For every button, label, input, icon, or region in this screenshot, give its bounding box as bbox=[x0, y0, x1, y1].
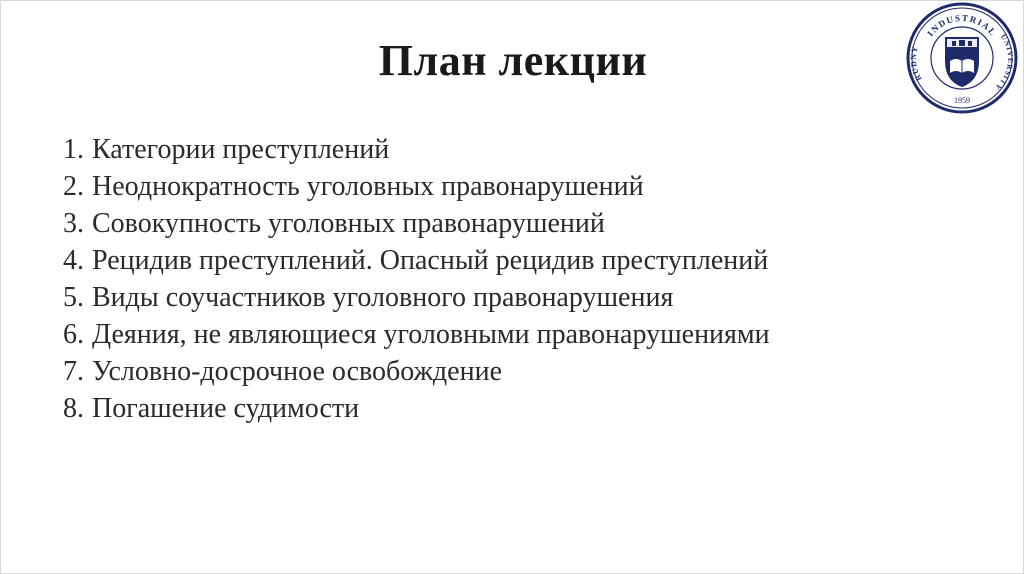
outline-item-text: Неоднократность уголовных правонарушений bbox=[92, 171, 644, 202]
outline-item-text: Условно-досрочное освобождение bbox=[92, 356, 502, 387]
svg-text:RUDNY: RUDNY bbox=[908, 44, 924, 83]
outline-item bbox=[63, 279, 1003, 316]
outline-item-number: 4. bbox=[63, 245, 84, 276]
outline-item-text: Виды соучастников уголовного правонарушения bbox=[92, 282, 674, 313]
outline-item bbox=[63, 316, 1003, 353]
svg-text:1959: 1959 bbox=[954, 96, 970, 105]
outline-item bbox=[63, 205, 1003, 242]
outline-item-number: 8. bbox=[63, 393, 84, 424]
svg-text:UNIVERSITY: UNIVERSITY bbox=[992, 32, 1016, 93]
outline-item bbox=[63, 242, 1003, 279]
outline-item-text: Деяния, не являющиеся уголовными правонарушениями bbox=[92, 319, 770, 350]
outline-item bbox=[63, 131, 1003, 168]
outline-item bbox=[63, 168, 1003, 205]
outline-item-text: Совокупность уголовных правонарушений bbox=[92, 208, 605, 239]
lecture-outline bbox=[63, 131, 1003, 427]
outline-item-number: 3. bbox=[63, 208, 84, 239]
outline-item-number: 2. bbox=[63, 171, 84, 202]
outline-item-number: 7. bbox=[63, 356, 84, 387]
slide-title: План лекции bbox=[378, 36, 648, 85]
university-seal-logo bbox=[901, 1, 1023, 116]
outline-item-number: 5. bbox=[63, 282, 84, 313]
outline-item-number: 6. bbox=[63, 319, 84, 350]
outline-item-text: Погашение судимости bbox=[92, 393, 360, 424]
svg-text:INDUSTRIAL: INDUSTRIAL bbox=[925, 12, 999, 39]
outline-item-number: 1. bbox=[63, 134, 84, 165]
outline-item bbox=[63, 353, 1003, 390]
university-seal-icon bbox=[901, 1, 1023, 116]
outline-item bbox=[63, 390, 1003, 427]
outline-item-text: Рецидив преступлений. Опасный рецидив преступлений bbox=[92, 245, 769, 276]
outline-item-text: Категории преступлений bbox=[92, 134, 390, 165]
